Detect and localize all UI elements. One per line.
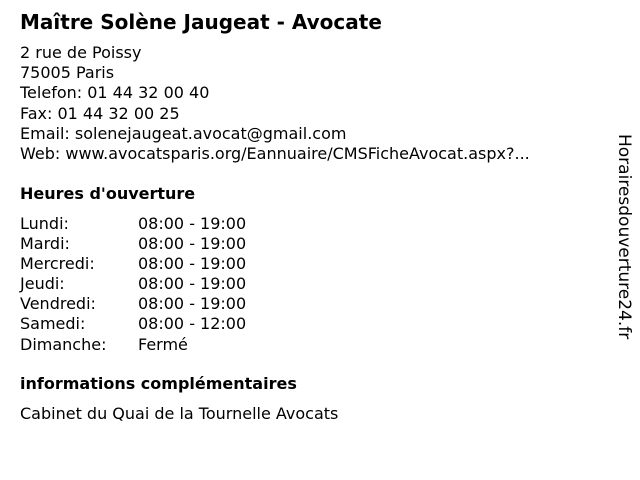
time-range: 08:00 - 19:00	[138, 274, 247, 294]
time-range: Fermé	[138, 334, 188, 354]
hours-row-thursday	[20, 274, 340, 294]
time-range: 08:00 - 19:00	[138, 214, 247, 233]
time-range: 08:00 - 19:00	[138, 294, 247, 314]
website-link[interactable]: Web: www.avocatsparis.org/Eannuaire/CMSFicheAvocat.aspx?...	[20, 143, 530, 163]
day-label: Lundi:	[20, 214, 69, 233]
hours-row-monday	[20, 214, 340, 234]
time-range: 08:00 - 19:00	[138, 234, 247, 254]
hours-row-wednesday	[20, 254, 340, 274]
fax-number: Fax: 01 44 32 00 25	[20, 103, 180, 123]
opening-hours-table	[20, 214, 340, 355]
hours-row-sunday	[20, 335, 340, 355]
hours-row-tuesday	[20, 234, 340, 254]
contact-block	[20, 43, 530, 164]
day-label: Mardi:	[20, 234, 70, 254]
email-address: Email: solenejaugeat.avocat@gmail.com	[20, 123, 347, 143]
time-range: 08:00 - 19:00	[138, 254, 247, 274]
phone-number: Telefon: 01 44 32 00 40	[20, 83, 210, 103]
page-title: Maître Solène Jaugeat - Avocate	[20, 10, 382, 34]
day-label: Mercredi:	[20, 254, 95, 274]
address-street: 2 rue de Poissy	[20, 43, 142, 62]
address-city: 75005 Paris	[20, 63, 115, 83]
watermark-text: Horairesdouverture24.fr	[614, 134, 634, 340]
time-range: 08:00 - 12:00	[138, 314, 247, 334]
hours-row-saturday	[20, 314, 340, 334]
additional-info-heading: informations complémentaires	[20, 374, 297, 393]
opening-hours-heading: Heures d'ouverture	[20, 184, 196, 203]
day-label: Dimanche:	[20, 334, 107, 354]
site-watermark	[612, 134, 636, 374]
additional-info-text: Cabinet du Quai de la Tournelle Avocats	[20, 404, 339, 423]
day-label: Samedi:	[20, 314, 86, 334]
hours-row-friday	[20, 294, 340, 314]
day-label: Jeudi:	[20, 274, 65, 294]
day-label: Vendredi:	[20, 294, 96, 314]
